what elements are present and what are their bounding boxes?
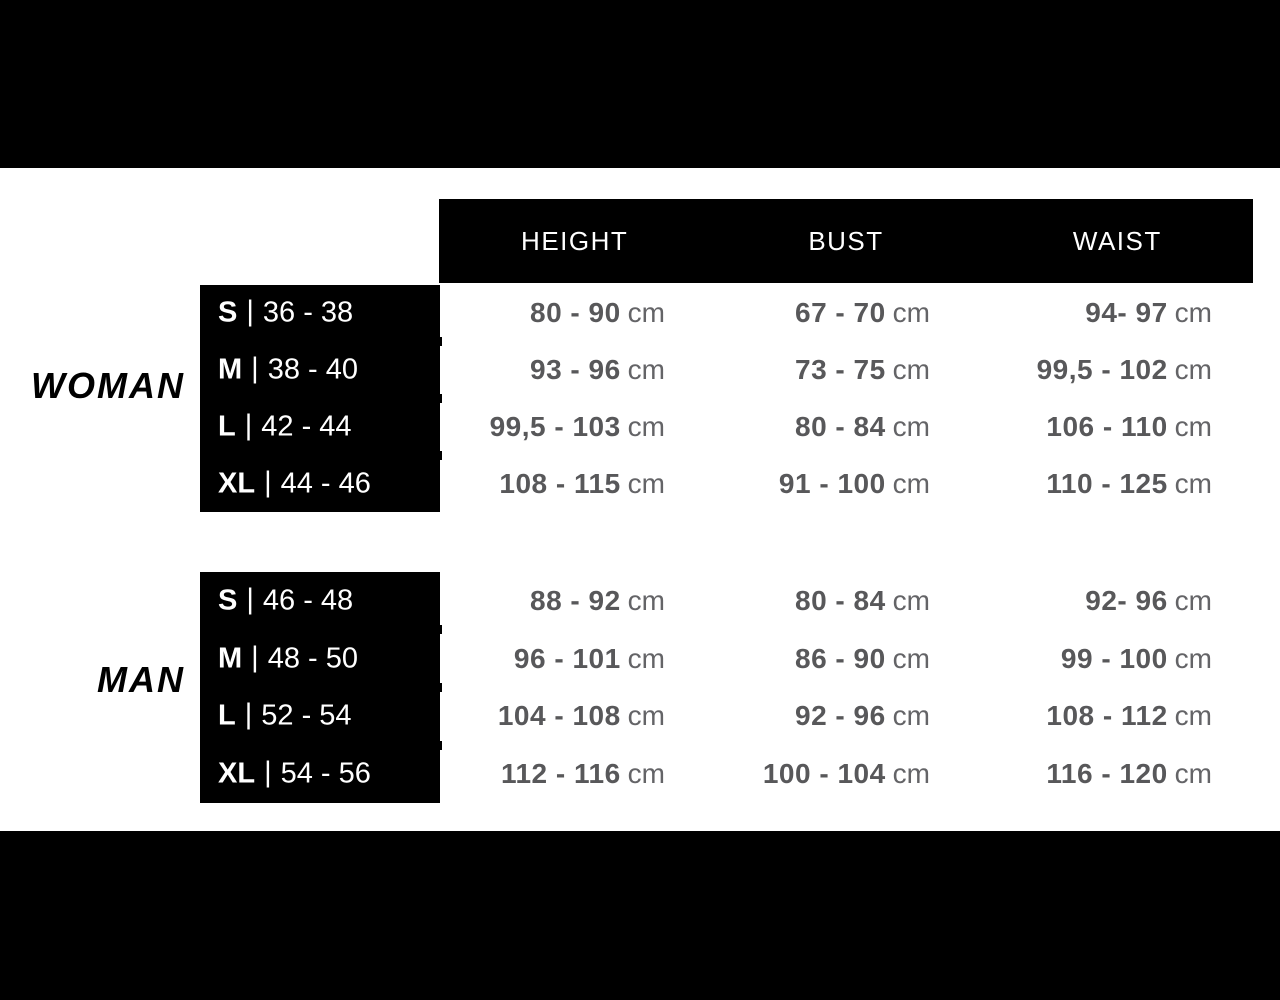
waist-value: 99 - 100 [1060, 642, 1168, 674]
size-range: 48 - 50 [267, 642, 359, 675]
waist-value: 110 - 125 [1046, 467, 1168, 499]
man-rows [0, 572, 1280, 803]
bust-value: 67 - 70 [795, 297, 886, 329]
size-range: 54 - 56 [280, 757, 371, 790]
woman-rows [0, 285, 1280, 512]
top-black-band [0, 0, 1280, 168]
row-divider-tick [437, 625, 442, 634]
waist-cell [940, 643, 1212, 675]
size-label: M [218, 642, 243, 675]
bust-value: 80 - 84 [795, 584, 886, 616]
waist-cell [940, 758, 1212, 790]
size-range: 38 - 40 [267, 353, 359, 386]
row-divider-tick [437, 683, 442, 692]
waist-value: 92- 96 [1085, 584, 1168, 616]
size-label: S [218, 296, 238, 329]
size-separator: | [264, 466, 272, 499]
height-cell [440, 468, 665, 500]
size-separator: | [244, 698, 253, 731]
unit-label: cm [627, 584, 665, 616]
size-cell [218, 410, 352, 443]
unit-label: cm [627, 297, 665, 329]
bust-cell [700, 585, 930, 617]
bust-value: 91 - 100 [778, 467, 886, 499]
column-header-height: HEIGHT [521, 225, 629, 256]
waist-value: 108 - 112 [1046, 700, 1168, 732]
size-label: S [218, 584, 238, 617]
height-value: 104 - 108 [497, 700, 621, 732]
bust-cell [700, 354, 930, 386]
unit-label: cm [892, 467, 930, 499]
unit-label: cm [1174, 642, 1212, 674]
size-cell [218, 584, 353, 617]
bust-value: 100 - 104 [762, 758, 886, 790]
unit-label: cm [1174, 467, 1212, 499]
size-label: L [218, 699, 236, 732]
bust-value: 80 - 84 [795, 410, 886, 442]
size-separator: | [246, 295, 254, 328]
size-cell [218, 354, 358, 387]
bust-cell [700, 468, 930, 500]
height-cell [440, 354, 665, 386]
unit-label: cm [892, 584, 930, 616]
unit-label: cm [892, 297, 930, 329]
size-cell [218, 297, 353, 330]
column-header-bust: BUST [808, 225, 884, 256]
size-separator: | [246, 583, 254, 616]
height-value: 80 - 90 [530, 297, 621, 329]
waist-cell [940, 700, 1212, 732]
table-row [0, 572, 1280, 630]
row-divider-tick [437, 394, 442, 403]
bottom-black-band [0, 831, 1280, 1000]
unit-label: cm [892, 642, 930, 674]
size-separator: | [264, 756, 272, 789]
height-value: 96 - 101 [513, 642, 621, 674]
section-label-woman: WOMAN [31, 365, 185, 406]
waist-cell [940, 297, 1212, 329]
bust-cell [700, 758, 930, 790]
waist-value: 99,5 - 102 [1036, 354, 1168, 386]
waist-cell [940, 585, 1212, 617]
bust-value: 73 - 75 [795, 354, 886, 386]
height-cell [440, 643, 665, 675]
unit-label: cm [1174, 700, 1212, 732]
height-cell [440, 758, 665, 790]
bust-cell [700, 411, 930, 443]
size-range: 42 - 44 [261, 410, 352, 443]
height-value: 112 - 116 [500, 758, 621, 790]
waist-cell [940, 411, 1212, 443]
unit-label: cm [1174, 354, 1212, 386]
waist-value: 116 - 120 [1046, 758, 1168, 790]
table-row [0, 342, 1280, 399]
waist-cell [940, 468, 1212, 500]
table-row [0, 745, 1280, 803]
size-cell [218, 700, 352, 733]
waist-value: 94- 97 [1085, 297, 1168, 329]
unit-label: cm [892, 354, 930, 386]
size-separator: | [251, 641, 259, 674]
size-separator: | [251, 352, 259, 385]
table-row [0, 285, 1280, 342]
unit-label: cm [1174, 297, 1212, 329]
column-header-bar [439, 199, 1253, 283]
height-cell [440, 585, 665, 617]
unit-label: cm [627, 467, 665, 499]
size-range: 46 - 48 [262, 584, 354, 617]
size-range: 36 - 38 [262, 296, 354, 329]
height-cell [440, 411, 665, 443]
section-label-man: MAN [97, 659, 185, 700]
bust-cell [700, 643, 930, 675]
table-row [0, 630, 1280, 688]
unit-label: cm [892, 758, 930, 790]
bust-cell [700, 297, 930, 329]
height-value: 88 - 92 [530, 584, 621, 616]
bust-cell [700, 700, 930, 732]
unit-label: cm [627, 354, 665, 386]
row-divider-tick [437, 337, 442, 346]
bust-value: 86 - 90 [795, 642, 886, 674]
unit-label: cm [1174, 410, 1212, 442]
waist-value: 106 - 110 [1046, 410, 1168, 442]
height-value: 108 - 115 [499, 467, 621, 499]
size-label: XL [218, 467, 256, 500]
size-separator: | [244, 409, 253, 442]
size-label: M [218, 353, 243, 386]
unit-label: cm [892, 410, 930, 442]
column-header-waist: WAIST [1072, 225, 1162, 256]
bust-value: 92 - 96 [795, 700, 886, 732]
unit-label: cm [627, 410, 665, 442]
height-cell [440, 700, 665, 732]
size-cell [218, 642, 358, 675]
unit-label: cm [627, 758, 665, 790]
row-divider-tick [437, 451, 442, 460]
size-label: L [218, 410, 236, 443]
size-cell [218, 758, 371, 791]
size-cell [218, 467, 371, 500]
height-value: 93 - 96 [530, 354, 621, 386]
table-row [0, 455, 1280, 512]
unit-label: cm [1174, 758, 1212, 790]
row-divider-tick [437, 741, 442, 750]
height-cell [440, 297, 665, 329]
size-label: XL [218, 757, 256, 790]
waist-cell [940, 354, 1212, 386]
unit-label: cm [892, 700, 930, 732]
size-range: 52 - 54 [261, 699, 352, 732]
unit-label: cm [1174, 584, 1212, 616]
table-row [0, 688, 1280, 746]
size-range: 44 - 46 [280, 467, 371, 500]
unit-label: cm [627, 642, 665, 674]
table-row [0, 399, 1280, 456]
unit-label: cm [627, 700, 665, 732]
height-value: 99,5 - 103 [489, 410, 621, 442]
